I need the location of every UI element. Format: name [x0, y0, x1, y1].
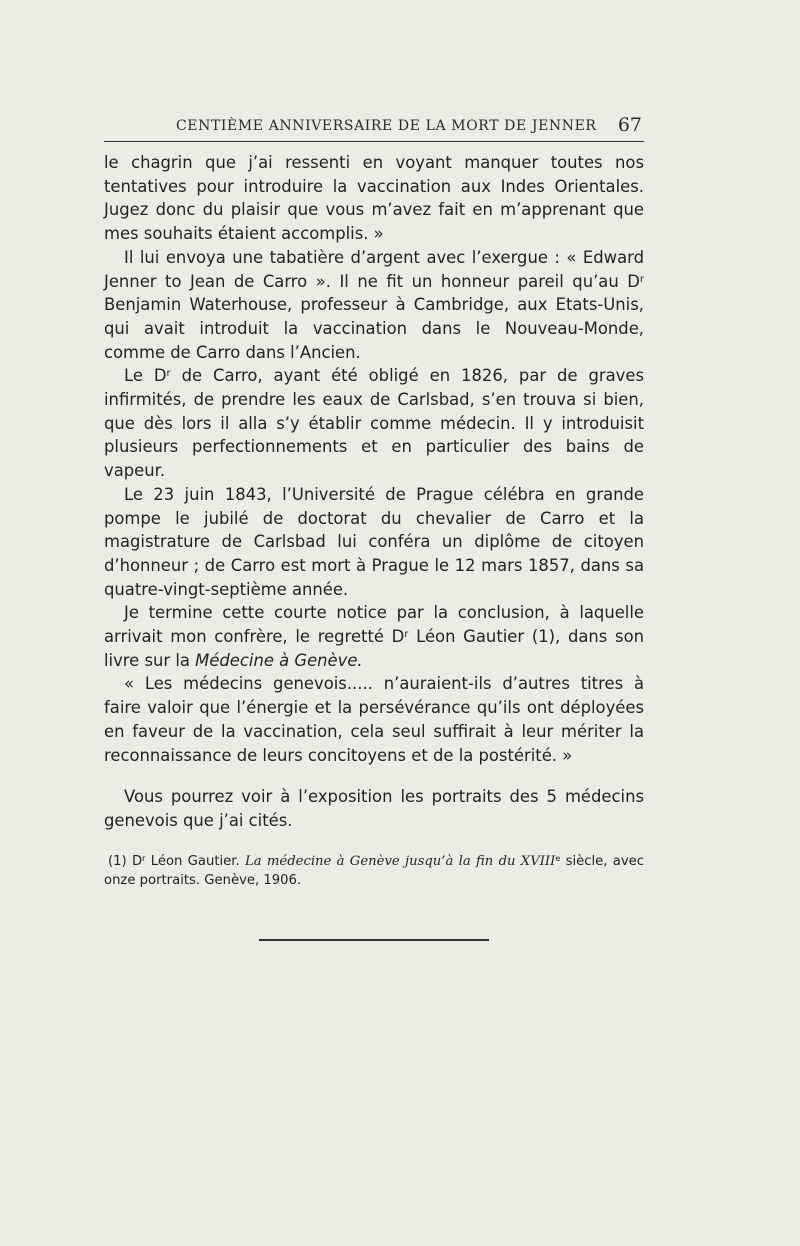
paragraph-snuffbox	[104, 246, 644, 365]
paragraph-conclusion	[104, 601, 644, 672]
paragraph-text: Le D	[124, 366, 167, 386]
paragraph-text: « Les médecins genevois..... n’auraient-ils d’autres titres à faire valoir que l’énergie et la persévérance qu’ils ont déployées en faveur de la vaccination, cela seul suffirait à leur mériter la reconnaissance de leurs concitoyens et de la postérité. »	[104, 674, 644, 765]
running-header	[104, 114, 644, 138]
paragraph-text: Le 23 juin 1843, l’Université de Prague célébra en grande pompe le jubilé de doctorat du chevalier de Carro et la magistrature de Carlsbad lui conféra un diplôme de citoyen d’honneur ; de Carro est mort à Prague le 12 mars 1857, dans sa quatre-vingt-septième année.	[104, 484, 644, 599]
page-number: 67	[617, 114, 642, 136]
paragraph-exhibition	[104, 785, 644, 832]
superscript: r	[639, 273, 644, 285]
paragraph-text: Il lui envoya une tabatière d’argent avec l’exergue : « Edward Jenner to Jean de Carro ». Il ne fit un honneur pareil qu’au D	[104, 247, 644, 291]
book-title: Médecine à Genève.	[195, 650, 363, 670]
paragraph-text: Benjamin Waterhouse, professeur à Cambridge, aux Etats-Unis, qui avait introduit la vaccination dans le Nouveau-Monde, comme de Carro dans l’Ancien.	[104, 295, 644, 362]
paragraph-text: de Carro, ayant été obligé en 1826, par de graves infirmités, de prendre les eaux de Carlsbad, s’en trouva si bien, que dès lors il alla s’y établir comme médecin. Il y introduisit plusieurs perfectionnements et en particulier des bains de vapeur.	[104, 366, 645, 481]
superscript: r	[166, 368, 171, 380]
superscript: r	[404, 629, 409, 641]
footnote	[104, 852, 644, 890]
paragraph-carlsbad	[104, 364, 644, 483]
paragraph-quotation	[104, 672, 644, 767]
paragraph-continued	[104, 151, 644, 246]
footnote-marker: (1) D	[108, 854, 143, 869]
paragraph-text: Je termine cette courte notice par la conclusion, à laquelle arrivait mon confrère, le regretté D	[104, 603, 644, 647]
footnote-details: siècle, avec onze portraits. Genève, 1906.	[104, 854, 644, 888]
paragraph-text: Vous pourrez voir à l’exposition les portraits des 5 médecins genevois que j’ai cités.	[104, 787, 644, 830]
superscript: e	[555, 854, 561, 863]
running-title: CENTIÈME ANNIVERSAIRE DE LA MORT DE JENNER	[176, 118, 597, 134]
superscript: r	[142, 854, 146, 863]
footnote-book-title: La médecine à Genève jusqu’à la fin du XVIII	[244, 854, 556, 869]
header-rule	[104, 141, 644, 142]
end-rule	[259, 939, 489, 941]
paragraph-text: le chagrin que j’ai ressenti en voyant manquer toutes nos tentatives pour introduire la vaccination aux Indes Orientales. Jugez donc du plaisir que vous m’avez fait en m’apprenant que mes souhaits étaient accomplis. »	[104, 153, 644, 244]
paragraph-text: Léon Gautier (1), dans son livre sur la	[104, 627, 644, 670]
footnote-author: Léon Gautier.	[145, 854, 245, 869]
paragraph-jubilee	[104, 483, 644, 602]
body-text	[104, 151, 644, 833]
footnote-text	[104, 852, 644, 890]
